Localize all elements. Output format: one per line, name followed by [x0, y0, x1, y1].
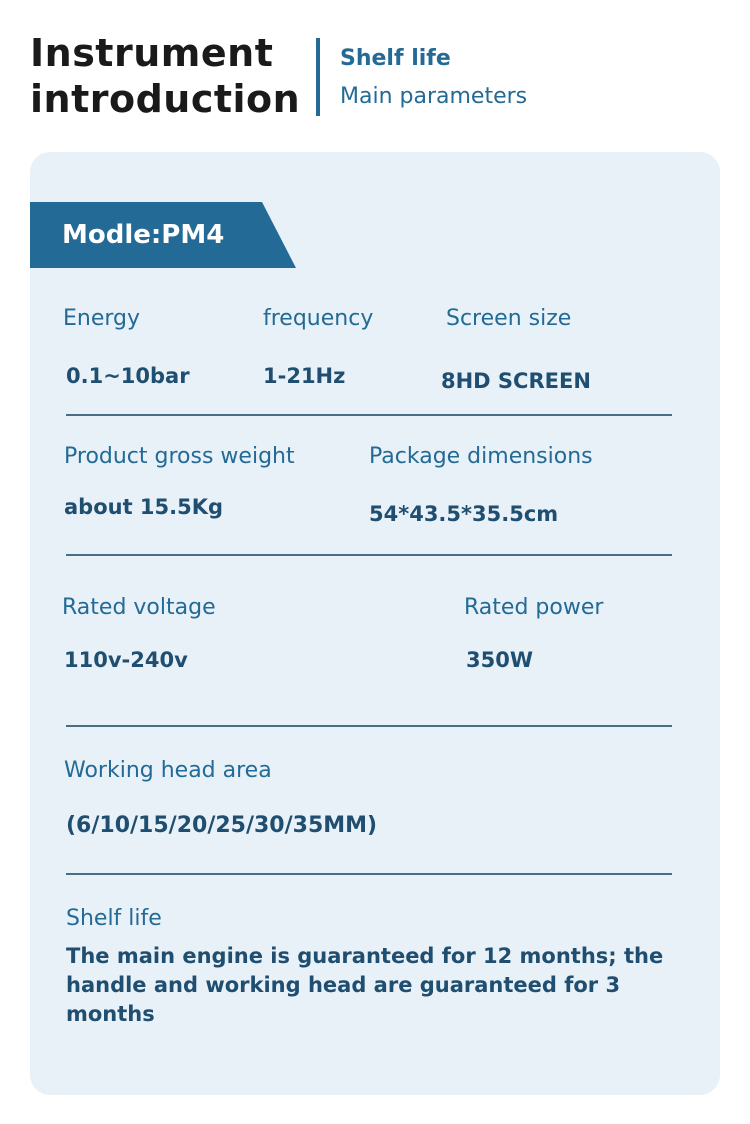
- rated-voltage-label: Rated voltage: [62, 595, 216, 620]
- working-head-area-label: Working head area: [64, 758, 272, 783]
- rated-voltage-value: 110v-240v: [64, 648, 188, 672]
- shelf-life-value: The main engine is guaranteed for 12 months; the handle and working head are guaranteed for 3 months: [66, 944, 664, 1026]
- frequency-value: 1-21Hz: [263, 364, 346, 388]
- screen-size-value: 8HD SCREEN: [441, 369, 591, 393]
- header-subtitle-shelf-life: Shelf life: [340, 46, 451, 71]
- rated-power-label: Rated power: [464, 595, 604, 620]
- energy-value: 0.1~10bar: [66, 364, 190, 388]
- frequency-label: frequency: [263, 306, 374, 331]
- gross-weight-label: Product gross weight: [64, 444, 295, 469]
- divider: [66, 873, 672, 875]
- divider: [66, 414, 672, 416]
- divider: [66, 554, 672, 556]
- rated-power-value: 350W: [466, 648, 533, 672]
- title-line-2: introduction: [30, 77, 301, 121]
- page-title: [30, 30, 300, 122]
- package-dimensions-value: 54*43.5*35.5cm: [369, 502, 559, 526]
- screen-size-label: Screen size: [446, 306, 572, 331]
- gross-weight-value: about 15.5Kg: [64, 495, 224, 519]
- shelf-life-label: Shelf life: [66, 906, 162, 931]
- energy-label: Energy: [63, 306, 141, 331]
- working-head-area-value: (6/10/15/20/25/30/35MM): [66, 813, 378, 838]
- divider: [66, 725, 672, 727]
- header-divider: [316, 38, 320, 116]
- title-line-1: Instrument: [30, 31, 274, 75]
- model-label: Modle:PM4: [62, 220, 225, 250]
- package-dimensions-label: Package dimensions: [369, 444, 593, 469]
- header-subtitle-main-parameters: Main parameters: [340, 84, 528, 109]
